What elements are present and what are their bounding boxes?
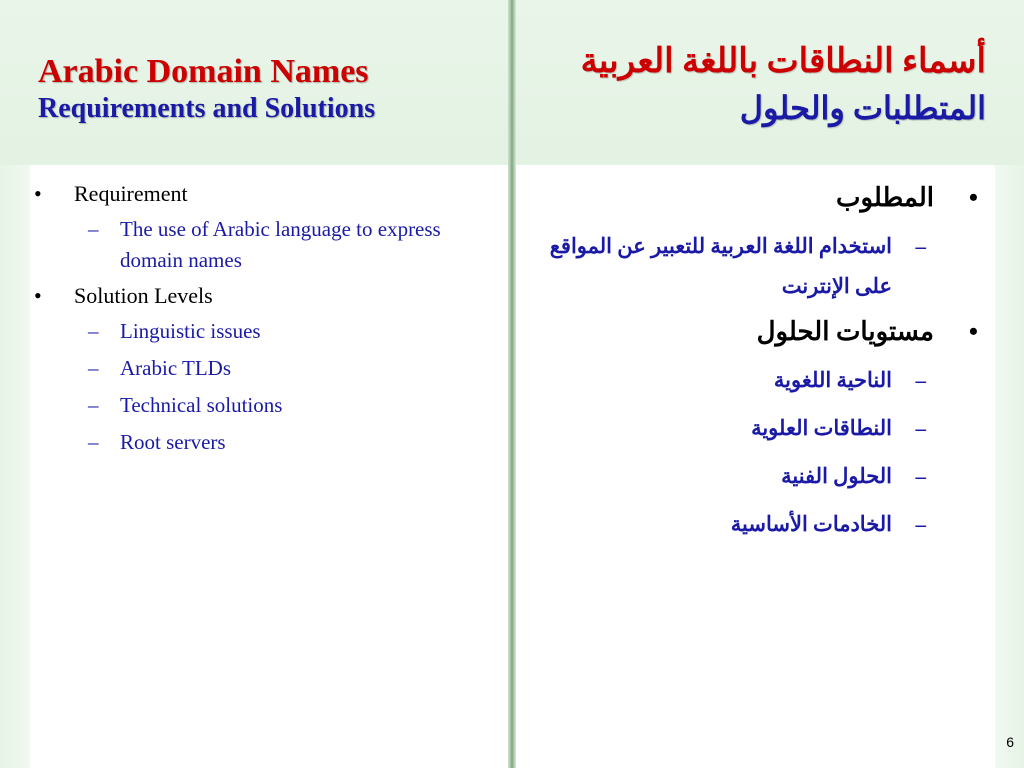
- bullet-requirement: • Requirement: [32, 180, 492, 208]
- left-margin-strip: [0, 165, 30, 768]
- center-divider: [508, 0, 516, 768]
- arabic-content: [522, 180, 982, 552]
- arabic-sub-bullet-tlds: – النطاقات العلوية: [522, 408, 982, 448]
- arabic-sub-bullet-language-use: – استخدام اللغة العربية للتعبير عن المواقع على الإنترنت: [522, 226, 982, 306]
- english-title-sub: Requirements and Solutions: [38, 93, 376, 124]
- arabic-title-sub: المتطلبات والحلول: [739, 90, 986, 126]
- sub-bullet-technical-solutions: – Technical solutions: [32, 390, 492, 421]
- arabic-sub-bullet-linguistic: – الناحية اللغوية: [522, 360, 982, 400]
- arabic-bullet-requirement: • المطلوب: [522, 180, 982, 216]
- slide-page-number: 6: [1006, 734, 1014, 750]
- arabic-title-main: أسماء النطاقات باللغة العربية: [580, 43, 986, 80]
- right-margin-strip: [995, 165, 1024, 768]
- arabic-sub-bullet-technical: – الحلول الفنية: [522, 456, 982, 496]
- english-content: [32, 180, 492, 464]
- arabic-bullet-solution-levels: • مستويات الحلول: [522, 314, 982, 350]
- arabic-title: [526, 40, 986, 132]
- bullet-solution-levels: • Solution Levels: [32, 282, 492, 310]
- sub-bullet-arabic-tlds: – Arabic TLDs: [32, 353, 492, 384]
- arabic-sub-bullet-root-servers: – الخادمات الأساسية: [522, 504, 982, 544]
- english-title: [38, 52, 498, 126]
- arabic-bullet-list: [522, 180, 982, 544]
- sub-bullet-arabic-language-use: – The use of Arabic language to express domain names: [32, 214, 492, 276]
- sub-bullet-linguistic-issues: – Linguistic issues: [32, 316, 492, 347]
- english-title-main: Arabic Domain Names: [38, 53, 369, 90]
- english-bullet-list: [32, 180, 492, 458]
- sub-bullet-root-servers: – Root servers: [32, 427, 492, 458]
